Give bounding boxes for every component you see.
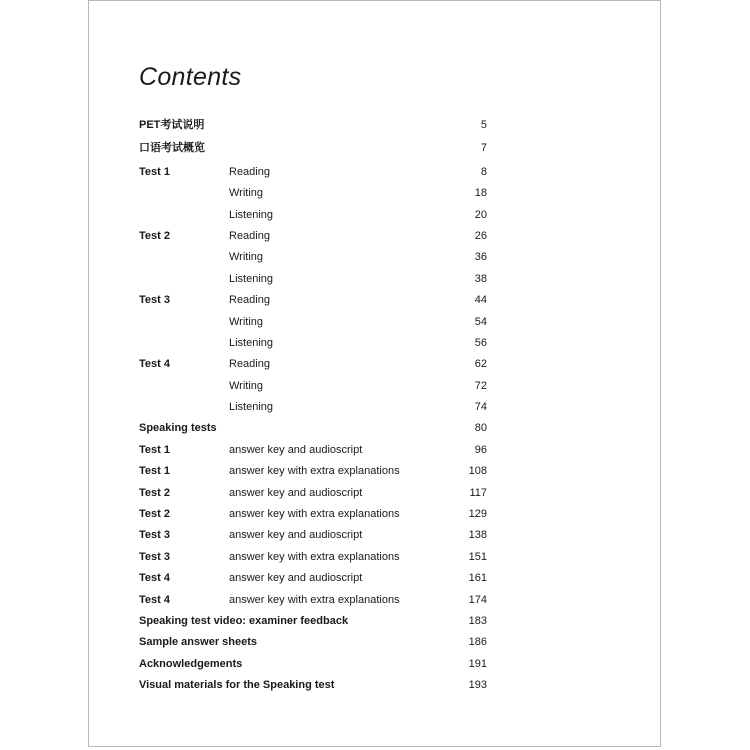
toc-entry-section: Listening [229, 208, 274, 221]
toc-entry-label: Test 4 [139, 593, 170, 606]
toc-entry-page-number: 161 [468, 572, 487, 585]
toc-entry-section: Reading [229, 165, 270, 178]
toc-entry [139, 333, 487, 354]
toc-entry-section: answer key with extra explanations [229, 465, 400, 478]
toc-entry-label: Test 1 [139, 443, 170, 456]
toc-entry-section: Writing [229, 187, 264, 200]
toc-entry-section: Listening [229, 401, 274, 414]
toc-entry [139, 312, 487, 333]
document-page [88, 0, 661, 747]
toc-entry-section: Writing [229, 315, 264, 328]
toc-entry-label: Speaking test video: examiner feedback [139, 614, 349, 627]
toc-entry-page-number: 38 [474, 272, 487, 285]
toc-entry-label: Test 1 [139, 165, 170, 178]
toc-entry [139, 247, 487, 268]
toc-entry-section: answer key and audioscript [229, 486, 363, 499]
toc-entry-section: Writing [229, 379, 264, 392]
toc-entry-label: Test 2 [139, 508, 170, 521]
toc-entry [139, 354, 487, 375]
toc-entry-page-number: 54 [474, 315, 487, 328]
toc-entry-label: Test 2 [139, 229, 170, 242]
toc-entry [139, 376, 487, 397]
toc-entry-page-number: 129 [468, 508, 487, 521]
toc-entry-page-number: 80 [474, 422, 487, 435]
toc-entry-page-number: 62 [474, 358, 487, 371]
toc-entry-section: Reading [229, 294, 270, 307]
toc-entry-label: Test 4 [139, 358, 170, 371]
toc-entry-label: Speaking tests [139, 422, 217, 435]
toc-entry-section: Writing [229, 251, 264, 264]
toc-entry-page-number: 44 [474, 294, 487, 307]
toc-entry-label: Sample answer sheets [139, 636, 258, 649]
toc-entry-label: Test 3 [139, 529, 170, 542]
toc-entry-section: answer key and audioscript [229, 443, 363, 456]
toc-entry [139, 632, 487, 653]
toc-entry-label: Visual materials for the Speaking test [139, 679, 335, 692]
toc-entry-section: answer key and audioscript [229, 572, 363, 585]
toc-entry-section: answer key and audioscript [229, 529, 363, 542]
toc-entry-label: Acknowledgements [139, 657, 243, 670]
toc-entry-page-number: 151 [468, 550, 487, 563]
toc-entry [139, 138, 487, 159]
toc-entry-page-number: 8 [480, 165, 487, 178]
toc-entry-label: Test 4 [139, 572, 170, 585]
toc-entry [139, 115, 487, 136]
toc-entry-page-number: 74 [474, 401, 487, 414]
toc-entry-page-number: 56 [474, 336, 487, 349]
toc-entry-label: PET考试说明 [139, 119, 205, 131]
toc-entry [139, 483, 487, 504]
toc-entry-page-number: 96 [474, 443, 487, 456]
toc-entry-page-number: 108 [468, 465, 487, 478]
toc-entry-label: 口语考试概览 [139, 142, 205, 155]
toc-entry-section: Reading [229, 358, 270, 371]
toc-entry-page-number: 138 [468, 529, 487, 542]
table-of-contents [139, 115, 487, 697]
toc-entry-page-number: 117 [469, 486, 487, 499]
page-title: Contents [139, 63, 242, 91]
toc-entry [139, 568, 487, 589]
toc-entry-page-number: 20 [474, 208, 487, 221]
toc-entry-section: answer key with extra explanations [229, 550, 400, 563]
toc-entry-section: Reading [229, 229, 270, 242]
toc-entry [139, 226, 487, 247]
toc-entry-page-number: 193 [468, 679, 487, 692]
toc-entry-page-number: 186 [468, 636, 487, 649]
toc-entry [139, 397, 487, 418]
toc-entry-section: answer key with extra explanations [229, 593, 400, 606]
toc-entry [139, 440, 487, 461]
toc-entry [139, 418, 487, 439]
toc-entry-page-number: 7 [480, 142, 487, 155]
toc-entry-page-number: 18 [474, 187, 487, 200]
toc-entry [139, 611, 487, 632]
toc-entry-page-number: 36 [474, 251, 487, 264]
toc-entry [139, 205, 487, 226]
toc-entry [139, 269, 487, 290]
toc-entry [139, 590, 487, 611]
toc-entry [139, 504, 487, 525]
toc-entry-page-number: 72 [474, 379, 487, 392]
toc-entry [139, 525, 487, 546]
toc-entry-section: answer key with extra explanations [229, 508, 400, 521]
toc-entry-label: Test 3 [139, 550, 170, 563]
toc-entry [139, 183, 487, 204]
toc-entry-label: Test 3 [139, 294, 170, 307]
toc-entry-label: Test 2 [139, 486, 170, 499]
toc-entry-page-number: 5 [480, 119, 487, 131]
toc-entry [139, 162, 487, 183]
toc-entry [139, 654, 487, 675]
toc-entry-section: Listening [229, 272, 274, 285]
toc-entry-page-number: 183 [468, 614, 487, 627]
toc-entry-page-number: 26 [474, 229, 487, 242]
toc-entry-page-number: 174 [468, 593, 487, 606]
toc-entry [139, 547, 487, 568]
toc-entry [139, 675, 487, 696]
toc-entry-label: Test 1 [139, 465, 170, 478]
toc-entry-section: Listening [229, 336, 274, 349]
toc-entry [139, 461, 487, 482]
toc-entry-page-number: 191 [468, 657, 487, 670]
toc-entry [139, 290, 487, 311]
